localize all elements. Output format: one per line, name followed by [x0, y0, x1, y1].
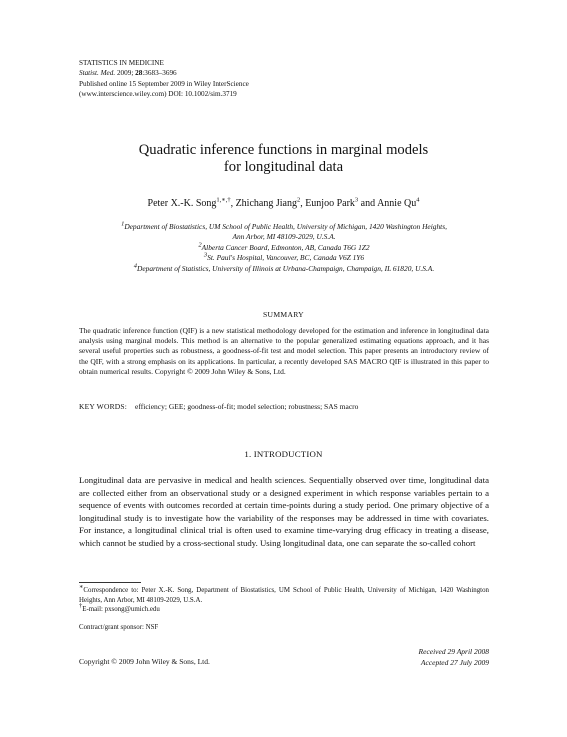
accepted-date: Accepted 27 July 2009: [420, 658, 489, 668]
abstract-text: The quadratic inference function (QIF) is a new statistical methodology developed for the estimation and inference in longitudinal data analysis using marginal models. This method is an alternative to the popular generalized estimating equations approach, and it has several useful properties such as robustness, a goodness-of-fit test and model selection. This paper presents an introductory review of the QIF, with a strong emphasis on its applications. In particular, a recently developed SAS MACRO QIF is illustrated in this paper to obtain numerical results. Copyright © 2009 John Wiley & Sons, Ltd.: [79, 326, 489, 376]
title-line-2: for longitudinal data: [223, 158, 344, 175]
email-text: E-mail: pxsong@umich.edu: [82, 606, 160, 614]
received-date: Received 29 April 2008: [418, 647, 489, 656]
affiliation-text: Department of Statistics, University of Illinois at Urbana-Champaign, Champaign, IL 61820, U.S.A.: [137, 263, 435, 273]
affiliation-number: 1: [121, 220, 125, 228]
journal-header: [79, 58, 249, 99]
affiliation-3: [80, 253, 488, 263]
footnote-mark: †: [79, 602, 83, 610]
author-separator: ,: [300, 198, 306, 209]
affiliation-text: St. Paul's Hospital, Vancouver, BC, Canada V6Z 1Y6: [207, 253, 365, 263]
affiliation-1-cont: Ann Arbor, MI 48109-2029, U.S.A.: [232, 232, 336, 242]
affiliation-1: [80, 222, 488, 232]
footnote-mark: ∗: [79, 583, 84, 591]
keywords-text: efficiency; GEE; goodness-of-fit; model selection; robustness; SAS macro: [135, 402, 359, 411]
copyright-notice: Copyright © 2009 John Wiley & Sons, Ltd.: [79, 657, 210, 666]
affiliation-text: Alberta Cancer Board, Edmonton, AB, Canada T6G 1Z2: [201, 242, 370, 252]
affiliation-text: Department of Biostatistics, UM School of Public Health, University of Michigan, 1420 Washington Heights,: [124, 222, 447, 231]
journal-name: STATISTICS IN MEDICINE: [79, 59, 164, 67]
citation-pages: :3683–3696: [142, 69, 177, 78]
affiliation-2: [80, 243, 488, 253]
citation-year: 2009;: [115, 69, 136, 78]
title-line-1: Quadratic inference functions in marginal models: [138, 142, 429, 158]
affiliations: [80, 222, 488, 274]
keywords-label: KEY WORDS:: [79, 402, 128, 411]
summary-heading: SUMMARY: [263, 310, 304, 319]
author-name: Peter X.-K. Song: [147, 198, 217, 209]
author-affil-mark: 1,∗,†: [216, 196, 231, 204]
footnote-rule: [79, 582, 141, 583]
author-list: [0, 198, 567, 209]
email-footnote: [79, 602, 489, 615]
publication-line: Published online 15 September 2009 in Wiley InterScience: [79, 79, 249, 88]
received-dates: [419, 646, 489, 668]
author-separator: and: [358, 198, 378, 209]
citation-abbrev: Statist. Med.: [79, 69, 116, 78]
introduction-text: Longitudinal data are pervasive in medical and health sciences. Sequentially observed over time, longitudinal data are collected either from an observational study or a designed experiment in which response variables pertain to a sequence of events with outcomes recorded at certain time-points during a study period. One primary objective of a longitudinal study is to investigate how the variability of the responses may be addressed in time with covariates. For instance, a longitudinal clinical trial is often used to examine time-varying drug efficacy in treating a disease, which cannot be studied by a cross-sectional study. Using longitudinal data, one can separate the so-called cohort: [79, 475, 489, 548]
grant-sponsor: Contract/grant sponsor: NSF: [79, 624, 159, 631]
keywords: [79, 402, 489, 412]
doi-line: (www.interscience.wiley.com) DOI: 10.1002/sim.3719: [79, 89, 237, 98]
author-name: Zhichang Jiang: [235, 198, 297, 209]
affiliation-4: [80, 264, 488, 274]
correspondence-text: Correspondence to: Peter X.-K. Song, Department of Biostatistics, UM School of Public Health, University of Michigan, 1420 Washington Heights, Ann Arbor, MI 48109-2029, U.S.A.: [79, 587, 489, 604]
affiliation-number: 2: [198, 241, 202, 249]
citation-volume: 28: [135, 69, 143, 78]
author-name: Annie Qu: [377, 198, 417, 209]
correspondence-footnote: [79, 583, 489, 605]
author-affil-mark: 3: [354, 196, 359, 204]
paper-title: [0, 142, 567, 175]
section-heading: 1. INTRODUCTION: [244, 449, 323, 459]
author-separator: ,: [230, 198, 236, 209]
author-name: Eunjoo Park: [305, 198, 355, 209]
affiliation-number: 3: [203, 251, 208, 259]
footnotes: [79, 583, 489, 615]
author-affil-mark: 2: [296, 196, 301, 204]
author-affil-mark: 4: [416, 196, 420, 204]
citation-line: [79, 68, 249, 78]
affiliation-number: 4: [133, 262, 138, 270]
